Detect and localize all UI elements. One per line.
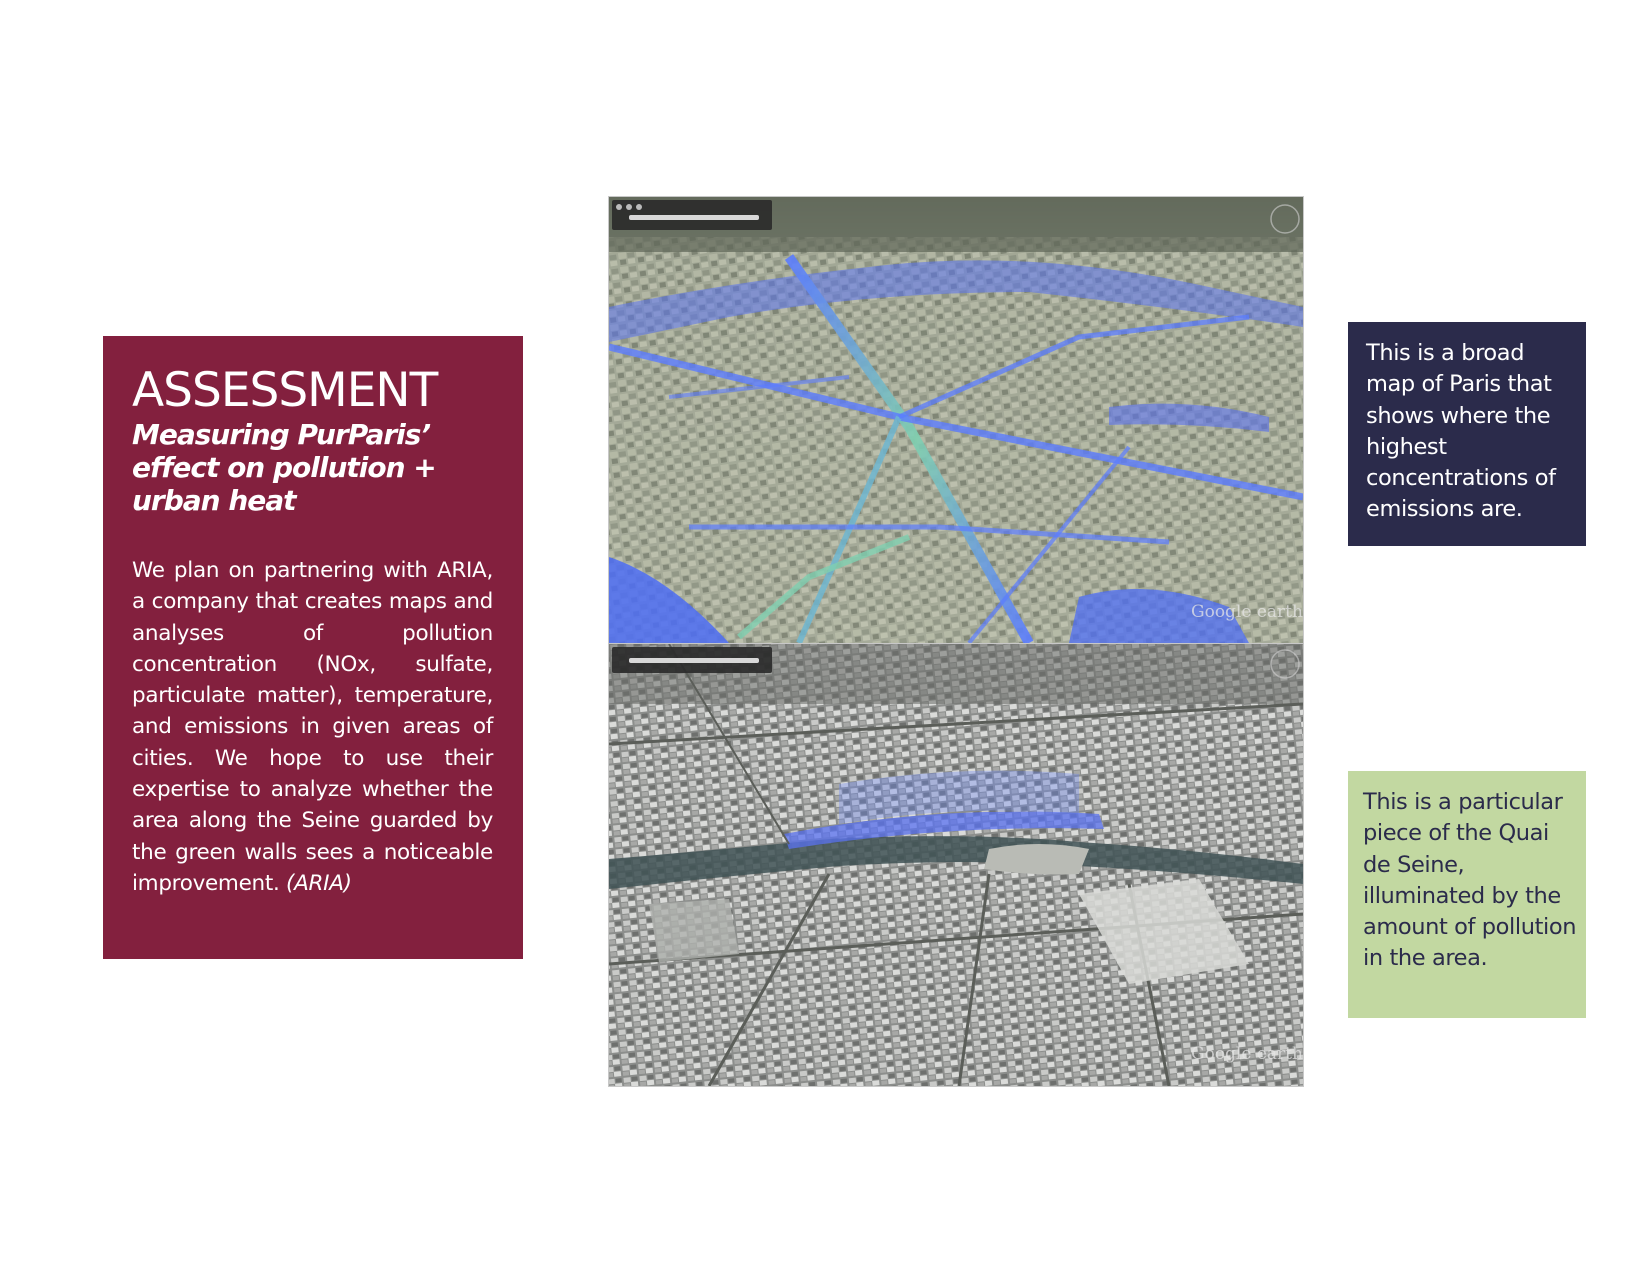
paris-emissions-map xyxy=(608,196,1304,644)
bottom-map-watermark: Google earth xyxy=(1191,1044,1303,1064)
quai-de-seine-map xyxy=(608,643,1304,1087)
broad-map-note: This is a broad map of Paris that shows where the highest concentrations of emissions are. xyxy=(1348,322,1586,546)
assessment-citation: (ARIA) xyxy=(286,870,352,896)
top-map-watermark: Google earth xyxy=(1191,602,1303,622)
assessment-title: ASSESSMENT xyxy=(132,363,438,418)
assessment-panel xyxy=(103,336,523,959)
assessment-body-text: We plan on partnering with ARIA, a company that creates maps and analyses of pollution concentration (NOx, sulfate, particulate matter), temperature, and emissions in given areas of cities. We hope to use their expertise to analyze whether the area along the Seine guarded by the green walls sees a noticeable improvement. xyxy=(132,558,493,896)
assessment-body xyxy=(132,555,493,899)
quai-map-note: This is a particular piece of the Quai de Seine, illuminated by the amount of pollution in the area. xyxy=(1348,771,1586,1018)
assessment-subtitle: Measuring PurParis’ effect on pollution + urban heat xyxy=(132,418,436,517)
quai-de-seine-map-image xyxy=(609,644,1303,1086)
paris-emissions-map-image xyxy=(609,197,1303,643)
